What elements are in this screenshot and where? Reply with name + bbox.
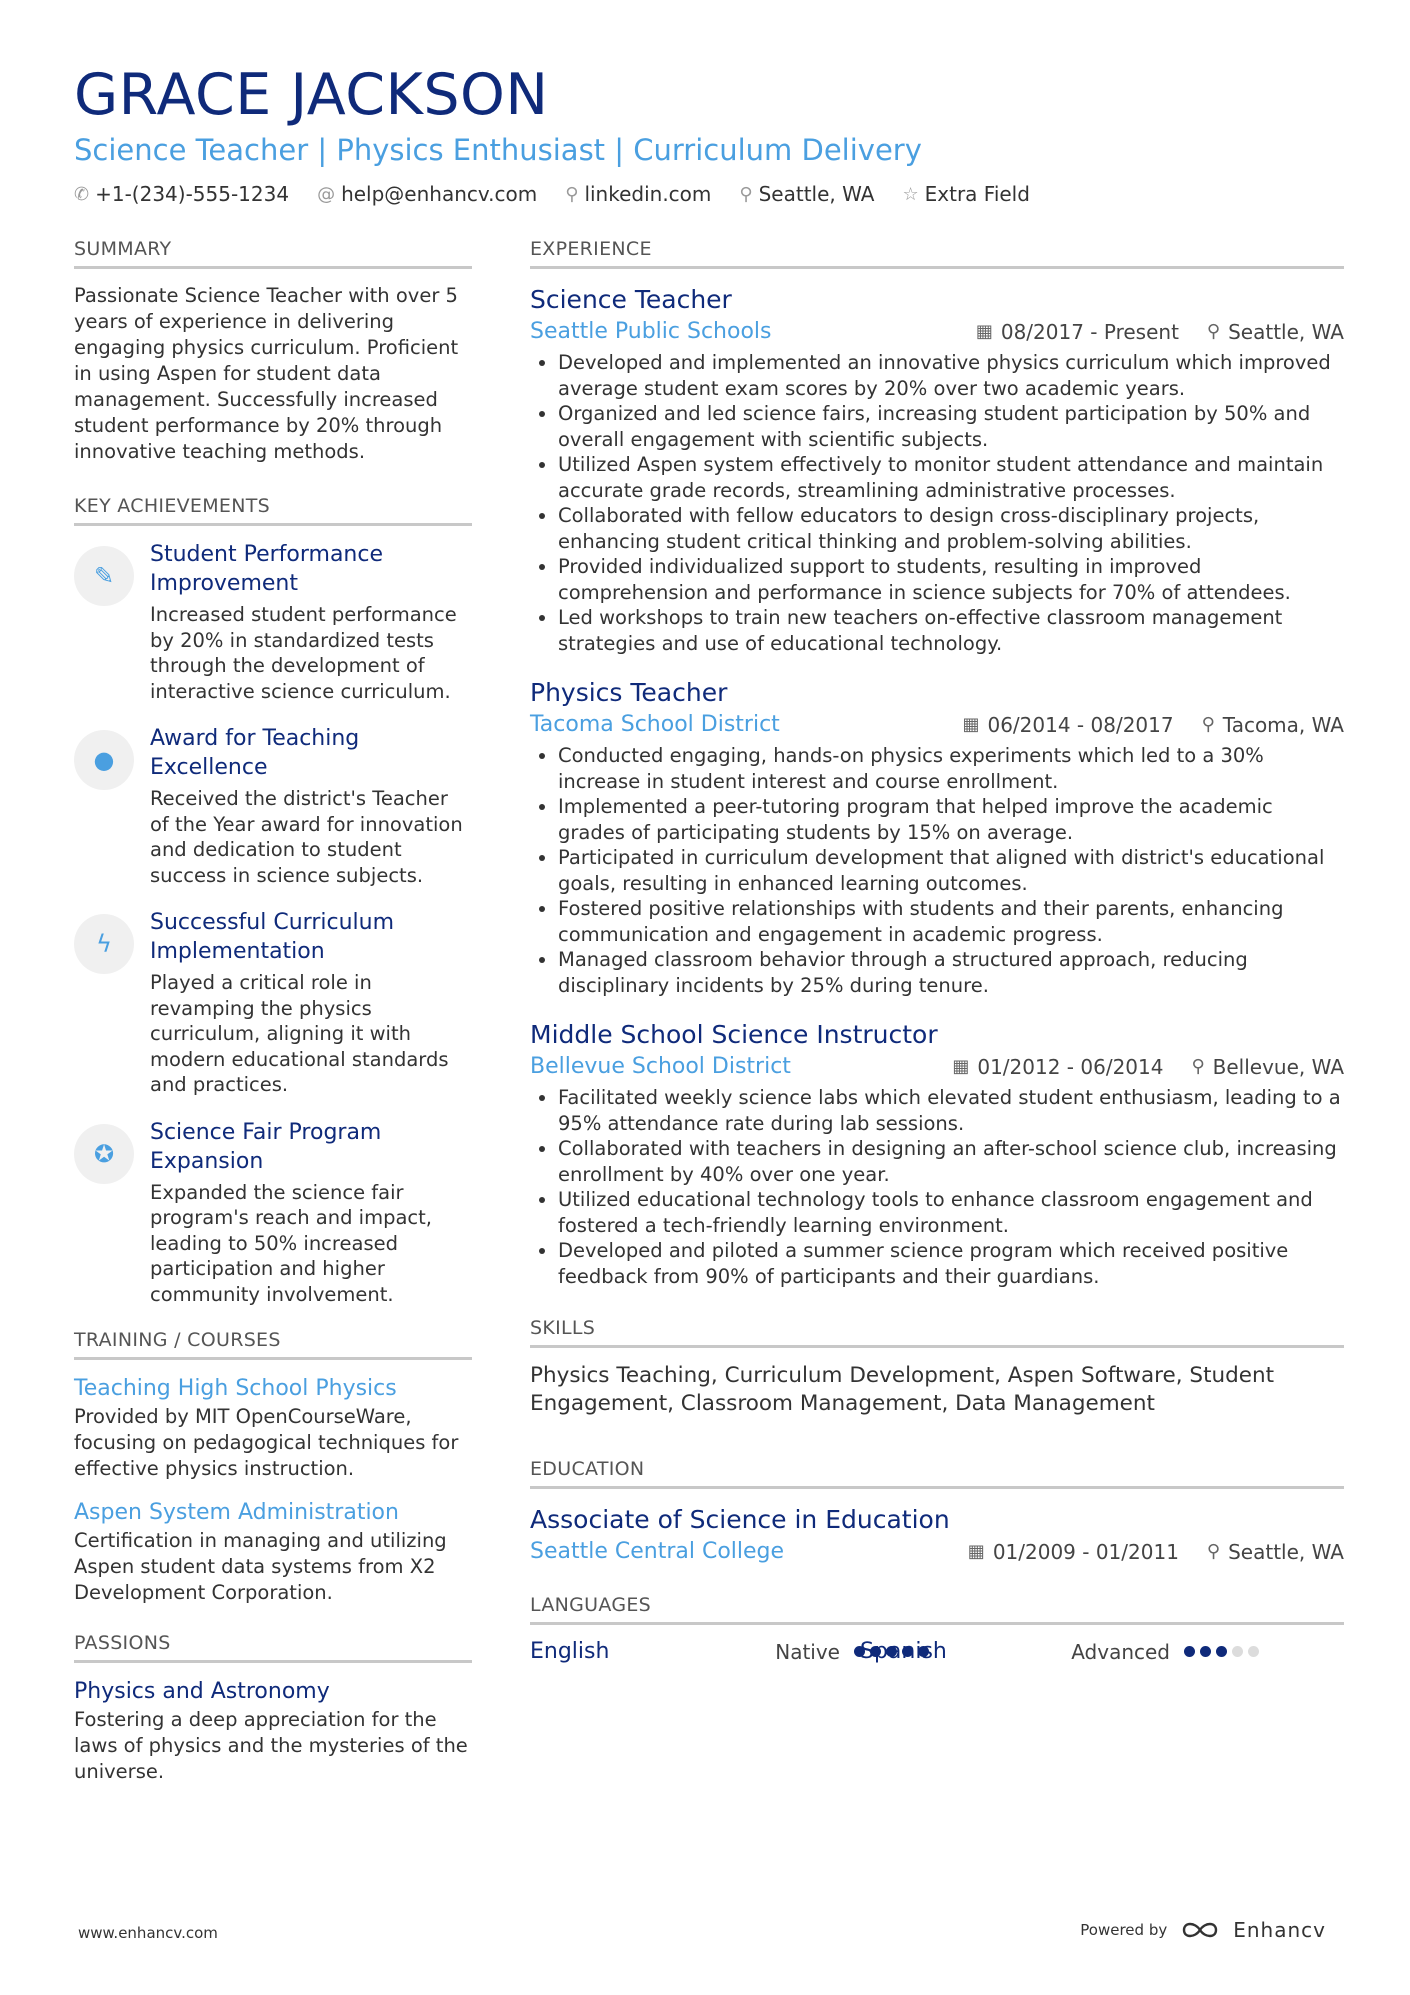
job-entry [530, 283, 1344, 656]
achievement-item [74, 540, 472, 704]
link-icon: ⚲ [565, 183, 579, 205]
school-name: Seattle Central College [530, 1539, 785, 1564]
achievement-title: Award for Teaching Excellence [150, 726, 360, 780]
candidate-headline: Science Teacher | Physics Enthusiast | Curriculum Delivery [74, 133, 922, 167]
achievement-body [150, 540, 472, 704]
education-location: Seattle, WA [1228, 1539, 1344, 1564]
job-meta-right [976, 320, 1344, 344]
contact-text[interactable]: linkedin.com [584, 182, 712, 206]
left-column [74, 238, 472, 1785]
calendar-icon: ▦ [975, 321, 993, 342]
training-list [74, 1374, 472, 1606]
languages-list [530, 1639, 1344, 1664]
job-meta [530, 319, 1344, 344]
passion-description: Fostering a deep appreciation for the laws of physics and the mysteries of the universe. [74, 1708, 468, 1783]
lightning-icon: ϟ [74, 914, 134, 974]
contact-item [317, 182, 537, 206]
job-meta-right [952, 1055, 1344, 1079]
language-level: Advanced [1071, 1639, 1170, 1664]
achievements-section [74, 495, 472, 1307]
job-bullet: • Led workshops to train new teachers on-effective classroom management strategies and use of educational technology. [558, 605, 1344, 656]
job-bullet: • Organized and led science fairs, increasing student participation by 50% and overall engagement with scientific subjects. [558, 401, 1344, 452]
job-bullets [530, 350, 1344, 656]
achievement-description: Expanded the science fair program's reach and impact, leading to 50% increased participation and higher community involvement. [150, 1180, 432, 1306]
job-bullet: • Collaborated with teachers in designing an after-school science club, increasing enrollment by 40% over one year. [558, 1136, 1344, 1187]
footer-branding [1080, 1918, 1326, 1942]
summary-text: Passionate Science Teacher with over 5 years of experience in delivering engaging physics curriculum. Proficient in using Aspen for student data management. Successfully increased student performance by 20% through innovative teaching methods. [74, 284, 459, 463]
experience-heading: EXPERIENCE [530, 238, 1344, 269]
job-bullet: • Utilized educational technology tools to enhance classroom engagement and fostered a tech-friendly learning environment. [558, 1187, 1344, 1238]
job-meta [530, 1054, 1344, 1079]
resume-page [74, 60, 1344, 1783]
rating-dot [1248, 1646, 1259, 1657]
job-bullet: • Participated in curriculum development that aligned with district's educational goals, resulting in enhanced learning outcomes. [558, 845, 1344, 896]
job-title: Physics Teacher [530, 678, 728, 707]
education-heading: EDUCATION [530, 1458, 1344, 1489]
achievement-description: Increased student performance by 20% in standardized tests through the development of interactive science curriculum. [150, 603, 457, 703]
contact-text: Seattle, WA [758, 182, 875, 206]
achievement-item [74, 908, 472, 1098]
education-meta [530, 1539, 1344, 1564]
experience-section [530, 238, 1344, 1289]
job-location: Tacoma, WA [1222, 712, 1344, 737]
calendar-icon: ▦ [962, 714, 980, 735]
company-name: Seattle Public Schools [530, 319, 772, 344]
achievement-item [74, 1118, 472, 1308]
language-name: Spanish [860, 1639, 947, 1664]
language-rating [1184, 1646, 1259, 1657]
languages-section [530, 1594, 1344, 1664]
job-meta [530, 712, 1344, 737]
rating-dot [1232, 1646, 1243, 1657]
job-bullets [530, 743, 1344, 998]
degree-title: Associate of Science in Education [530, 1505, 950, 1534]
achievements-list [74, 540, 472, 1307]
summary-heading: SUMMARY [74, 238, 472, 269]
job-bullet: • Implemented a peer-tutoring program that helped improve the academic grades of participating students by 15% on average. [558, 794, 1344, 845]
training-heading: TRAINING / COURSES [74, 1329, 472, 1360]
job-dates-group [962, 713, 1173, 737]
job-location: Bellevue, WA [1212, 1054, 1344, 1079]
contact-item [902, 182, 1029, 206]
job-title: Middle School Science Instructor [530, 1020, 938, 1049]
jobs-list [530, 283, 1344, 1289]
contact-text: Extra Field [924, 182, 1030, 206]
passions-list [74, 1677, 472, 1785]
job-dates: 01/2012 - 06/2014 [977, 1054, 1164, 1079]
contact-text[interactable]: help@enhancv.com [341, 182, 538, 206]
course-item [74, 1498, 472, 1606]
location-pin-icon: ⚲ [1201, 714, 1215, 735]
achievement-title: Student Performance Improvement [150, 542, 384, 596]
job-bullet: • Utilized Aspen system effectively to monitor student attendance and maintain accurate grade records, streamlining administrative processes. [558, 452, 1344, 503]
achievement-body [150, 1118, 472, 1308]
job-bullet: • Developed and piloted a summer science program which received positive feedback from 90% of participants and their guardians. [558, 1238, 1344, 1289]
course-item [74, 1374, 472, 1482]
passions-section [74, 1632, 472, 1785]
course-description: Certification in managing and utilizing Aspen student data systems from X2 Development Corporation. [74, 1529, 447, 1604]
job-entry [530, 676, 1344, 998]
star-icon: ☆ [902, 183, 919, 205]
job-bullet: • Fostered positive relationships with students and their parents, enhancing communication and engagement in academic progress. [558, 896, 1344, 947]
job-bullet: • Facilitated weekly science labs which elevated student enthusiasm, leading to a 95% attendance rate during lab sessions. [558, 1085, 1344, 1136]
job-entry [530, 1018, 1344, 1289]
skills-heading: SKILLS [530, 1317, 1344, 1348]
language-item [860, 1639, 1260, 1664]
job-bullet: • Managed classroom behavior through a structured approach, reducing disciplinary incidents by 25% during tenure. [558, 947, 1344, 998]
location-pin-icon: ⚲ [1191, 1056, 1205, 1077]
location-pin-icon: ⚲ [1206, 1541, 1221, 1562]
job-bullet: • Collaborated with fellow educators to design cross-disciplinary projects, enhancing student critical thinking and problem-solving abilities. [558, 503, 1344, 554]
achievement-body [150, 724, 472, 888]
contact-item [74, 182, 289, 206]
job-dates-group [952, 1055, 1163, 1079]
achievement-body [150, 908, 472, 1098]
location-icon: ⚲ [739, 183, 753, 205]
job-meta-right [962, 713, 1344, 737]
language-level: Native [775, 1639, 840, 1664]
candidate-name: GRACE JACKSON [74, 62, 549, 128]
phone-icon: ✆ [74, 183, 90, 205]
job-bullets [530, 1085, 1344, 1289]
right-column [530, 238, 1344, 1664]
skills-text: Physics Teaching, Curriculum Development, Aspen Software, Student Engagement, Classroom Management, Data Management [530, 1363, 1275, 1416]
brand-name: Enhancv [1233, 1918, 1326, 1942]
job-dates: 06/2014 - 08/2017 [987, 712, 1174, 737]
company-name: Tacoma School District [530, 712, 780, 737]
job-location: Seattle, WA [1228, 319, 1344, 344]
powered-by-label: Powered by [1080, 1921, 1168, 1939]
achievement-description: Received the district's Teacher of the Year award for innovation and dedication to student success in science subjects. [150, 787, 463, 887]
course-title: Aspen System Administration [74, 1500, 399, 1525]
contact-bar [74, 182, 1344, 206]
job-bullet: • Developed and implemented an innovative physics curriculum which improved average student exam scores by 20% over two academic years. [558, 350, 1344, 401]
passions-heading: PASSIONS [74, 1632, 472, 1663]
job-location-group [1191, 1055, 1344, 1079]
passion-title: Physics and Astronomy [74, 1679, 330, 1704]
job-bullet: • Conducted engaging, hands-on physics experiments which led to a 30% increase in student interest and course enrollment. [558, 743, 1344, 794]
footer-website: www.enhancv.com [78, 1924, 218, 1942]
job-location-group [1207, 320, 1344, 344]
language-name: English [530, 1639, 610, 1664]
company-name: Bellevue School District [530, 1054, 791, 1079]
location-pin-icon: ⚲ [1206, 321, 1221, 342]
calendar-icon: ▦ [967, 1541, 985, 1562]
education-dates: 01/2009 - 01/2011 [992, 1539, 1179, 1564]
calendar-icon: ▦ [952, 1056, 970, 1077]
achievement-title: Successful Curriculum Implementation [150, 910, 394, 964]
achievements-heading: KEY ACHIEVEMENTS [74, 495, 472, 526]
job-title: Science Teacher [530, 285, 732, 314]
skills-section [530, 1317, 1344, 1418]
languages-heading: LANGUAGES [530, 1594, 1344, 1625]
rating-dot [1200, 1646, 1211, 1657]
job-dates-group [976, 320, 1179, 344]
rating-dot [1216, 1646, 1227, 1657]
achievement-item [74, 724, 472, 888]
achievement-description: Played a critical role in revamping the physics curriculum, aligning it with modern educational standards and practices. [150, 971, 449, 1096]
award-ribbon-icon: ✪ [74, 1124, 134, 1184]
contact-text[interactable]: +1-(234)-555-1234 [95, 182, 290, 206]
contact-item [739, 182, 874, 206]
rating-dot [1184, 1646, 1195, 1657]
passion-item [74, 1677, 472, 1785]
job-location-group [1202, 713, 1344, 737]
job-bullet: • Provided individualized support to students, resulting in improved comprehension and performance in science subjects for 70% of attendees. [558, 554, 1344, 605]
course-title: Teaching High School Physics [74, 1376, 397, 1401]
magic-wand-icon: ✎ [74, 546, 134, 606]
brain-icon: ● [74, 730, 134, 790]
course-description: Provided by MIT OpenCourseWare, focusing on pedagogical techniques for effective physics instruction. [74, 1405, 459, 1480]
achievement-title: Science Fair Program Expansion [150, 1119, 382, 1174]
contact-item [565, 182, 711, 206]
at-icon: @ [317, 183, 336, 205]
education-section [530, 1458, 1344, 1564]
training-section [74, 1329, 472, 1606]
job-dates: 08/2017 - Present [1000, 319, 1179, 344]
summary-section [74, 238, 472, 465]
enhancv-logo-icon [1181, 1919, 1219, 1941]
